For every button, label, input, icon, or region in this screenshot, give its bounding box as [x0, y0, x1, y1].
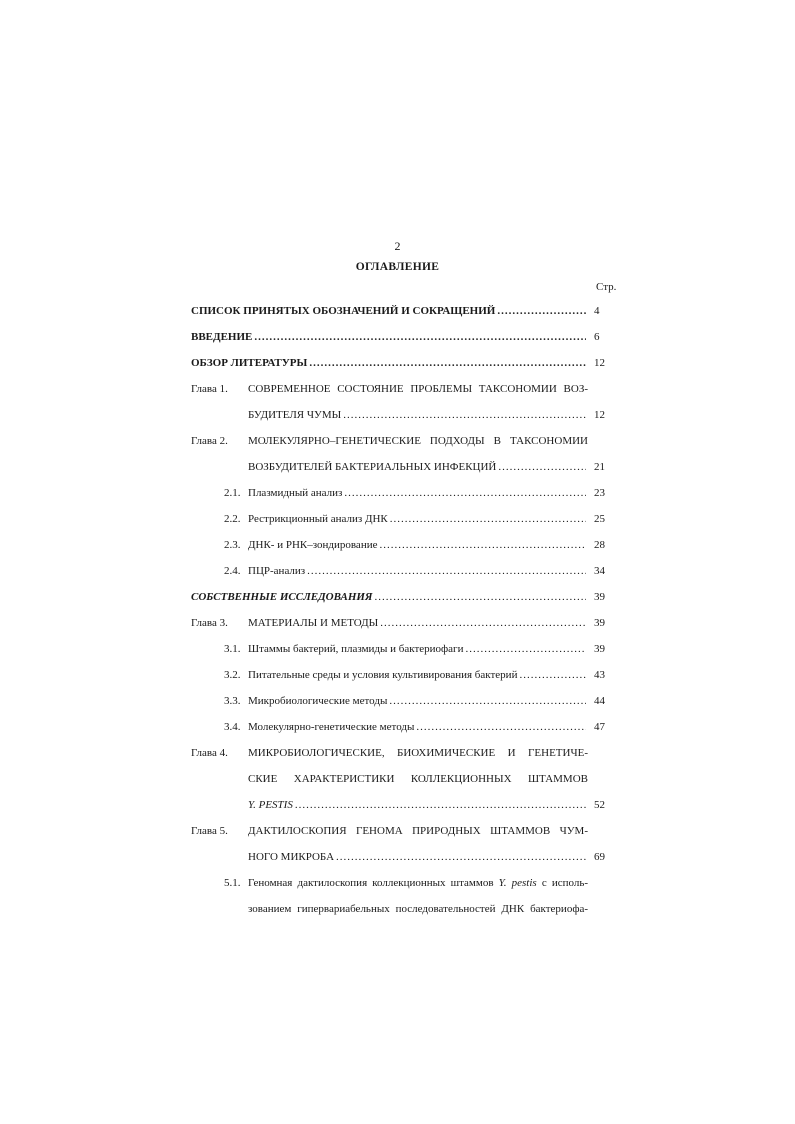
toc-entry[interactable] [248, 487, 588, 499]
section-number: 2.3. [224, 539, 241, 551]
toc-entry[interactable] [248, 513, 588, 525]
toc-page-number: 47 [594, 721, 605, 733]
toc-page-number: 4 [594, 305, 600, 317]
toc-entry-text: МАТЕРИАЛЫ И МЕТОДЫ [248, 617, 379, 629]
toc-entry[interactable] [248, 539, 588, 551]
toc-entry-text[interactable]: МИКРОБИОЛОГИЧЕСКИЕ, БИОХИМИЧЕСКИЕ И ГЕНЕТИЧЕ- [248, 747, 588, 759]
toc-page-number: 43 [594, 669, 605, 681]
toc-page-number: 39 [594, 643, 605, 655]
toc-entry-text: НОГО МИКРОБА [248, 851, 335, 863]
dot-leader [309, 357, 586, 369]
chapter-label: Глава 3. [191, 617, 228, 629]
toc-entry-text: Молекулярно-генетические методы [248, 721, 415, 733]
dot-leader [519, 669, 586, 681]
toc-page-number: 23 [594, 487, 605, 499]
toc-page-number: 69 [594, 851, 605, 863]
toc-page-number: 39 [594, 591, 605, 603]
dot-leader [254, 331, 586, 343]
dot-leader [465, 643, 586, 655]
toc-entry[interactable] [248, 695, 588, 707]
toc-entry-text: Y. PESTIS [248, 799, 293, 811]
toc-entry[interactable] [248, 461, 588, 473]
dot-leader [344, 487, 586, 499]
toc-entry-text: ДНК- и РНК–зондирование [248, 539, 378, 551]
toc-entry-text: ОБЗОР ЛИТЕРАТУРЫ [191, 357, 308, 369]
toc-entry-text: Геномная дактилоскопия коллекционных штаммов [248, 877, 499, 889]
dot-leader [416, 721, 586, 733]
section-number: 5.1. [224, 877, 241, 889]
dot-leader [498, 461, 586, 473]
page-title: ОГЛАВЛЕНИЕ [355, 261, 440, 273]
toc-entry[interactable] [248, 799, 588, 811]
dot-leader [380, 617, 586, 629]
toc-entry[interactable] [248, 721, 588, 733]
chapter-label: Глава 5. [191, 825, 228, 837]
section-number: 3.4. [224, 721, 241, 733]
toc-entry-text: ПЦР-анализ [248, 565, 306, 577]
toc-entry-text: ВВЕДЕНИЕ [191, 331, 253, 343]
toc-entry-text: Рестрикционный анализ ДНК [248, 513, 388, 525]
toc-entry[interactable] [248, 643, 588, 655]
toc-entry[interactable] [191, 331, 588, 343]
dot-leader [379, 539, 586, 551]
dot-leader [497, 305, 586, 317]
toc-page-number: 28 [594, 539, 605, 551]
toc-entry-text: Питательные среды и условия культивирования бактерий [248, 669, 518, 681]
toc-entry-text: БУДИТЕЛЯ ЧУМЫ [248, 409, 342, 421]
toc-entry[interactable] [248, 565, 588, 577]
toc-page-number: 39 [594, 617, 605, 629]
toc-entry-text[interactable]: зованием гипервариабельных последовательностей ДНК бактериофа- [248, 903, 588, 915]
toc-entry[interactable] [191, 357, 588, 369]
toc-entry-text: СПИСОК ПРИНЯТЫХ ОБОЗНАЧЕНИЙ И СОКРАЩЕНИЙ [191, 305, 496, 317]
dot-leader [375, 591, 586, 603]
chapter-label: Глава 2. [191, 435, 228, 447]
toc-page-number: 12 [594, 409, 605, 421]
toc-entry[interactable] [248, 617, 588, 629]
section-number: 2.1. [224, 487, 241, 499]
toc-entry-text: СОБСТВЕННЫЕ ИССЛЕДОВАНИЯ [191, 591, 373, 603]
toc-page-number: 34 [594, 565, 605, 577]
toc-entry-text: ВОЗБУДИТЕЛЕЙ БАКТЕРИАЛЬНЫХ ИНФЕКЦИЙ [248, 461, 497, 473]
section-number: 3.1. [224, 643, 241, 655]
pages-column-header: Стр. [596, 281, 617, 293]
section-number: 3.3. [224, 695, 241, 707]
toc-entry-text[interactable]: МОЛЕКУЛЯРНО–ГЕНЕТИЧЕСКИЕ ПОДХОДЫ В ТАКСОНОМИИ [248, 435, 588, 447]
toc-page-number: 21 [594, 461, 605, 473]
toc-entry-text[interactable]: СОВРЕМЕННОЕ СОСТОЯНИЕ ПРОБЛЕМЫ ТАКСОНОМИИ ВОЗ- [248, 383, 588, 395]
section-number: 2.2. [224, 513, 241, 525]
toc-entry[interactable] [248, 669, 588, 681]
chapter-label: Глава 4. [191, 747, 228, 759]
dot-leader [307, 565, 586, 577]
section-number: 2.4. [224, 565, 241, 577]
dot-leader [343, 409, 586, 421]
toc-page-number: 6 [594, 331, 600, 343]
toc-entry-italic: Y. pestis [498, 877, 537, 889]
toc-entry[interactable] [248, 877, 588, 889]
toc-page-number: 12 [594, 357, 605, 369]
toc-entry-text: Микробиологические методы [248, 695, 388, 707]
toc-entry-text: с исполь- [536, 877, 588, 889]
toc-page-number: 25 [594, 513, 605, 525]
toc-entry[interactable] [191, 305, 588, 317]
chapter-label: Глава 1. [191, 383, 228, 395]
page-number: 2 [394, 239, 401, 253]
toc-entry-text[interactable]: ДАКТИЛОСКОПИЯ ГЕНОМА ПРИРОДНЫХ ШТАММОВ ЧУМ- [248, 825, 588, 837]
dot-leader [295, 799, 586, 811]
toc-page-number: 44 [594, 695, 605, 707]
dot-leader [336, 851, 586, 863]
dot-leader [389, 695, 586, 707]
toc-entry[interactable] [248, 851, 588, 863]
toc-entry[interactable] [248, 409, 588, 421]
toc-entry-text[interactable]: СКИЕ ХАРАКТЕРИСТИКИ КОЛЛЕКЦИОННЫХ ШТАММОВ [248, 773, 588, 785]
toc-entry-text: Плазмидный анализ [248, 487, 343, 499]
toc-page-number: 52 [594, 799, 605, 811]
section-number: 3.2. [224, 669, 241, 681]
toc-entry-text: Штаммы бактерий, плазмиды и бактериофаги [248, 643, 464, 655]
dot-leader [390, 513, 586, 525]
toc-entry[interactable] [191, 591, 588, 603]
